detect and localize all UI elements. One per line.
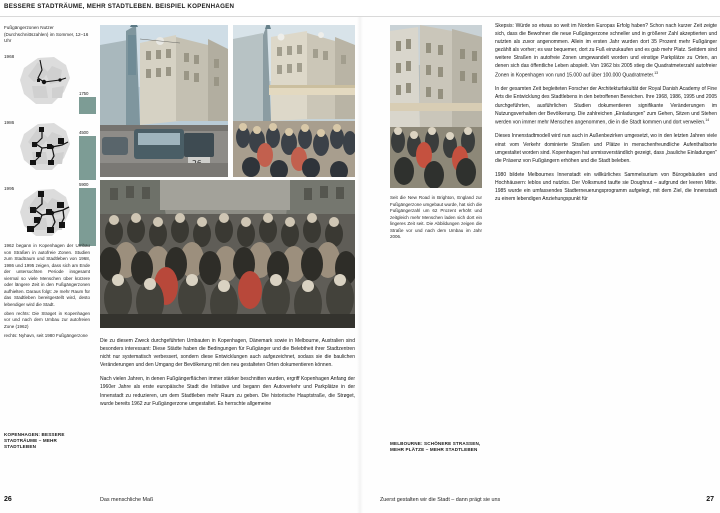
left-running-title: Das menschliche Maß — [100, 497, 154, 503]
body-text: Skepsis: Würde so etwas so weit im Norden Europas Erfolg haben? Schon nach kurzer Zeit zeigte sich, dass die Bewohner die neue Fußgängerzone schneller und in größerer Zahl akzeptierten und nutzten als zuvor angenommen. Allein im ersten Jahr wurden dort 35 Prozent mehr Fußgänger gezählt als vorher; es war bequemer, dort zu Fuß einzukaufen und es gab mehr Platz. Seitdem sind weitere Straßen in autofreie Zonen umgewandelt worden und einstige Parkplätze zu Orten, an denen sich das öffentliche Leben abspielt. Von 1962 bis 2005 stieg die Quadratmeterzahl autofreier Zonen in Kopenhagen von rund 15.000 auf über 100.000 Quadratmeter. — [495, 23, 717, 79]
right-page-section-label: MELBOURNE: SCHÖNERE STRASSEN, MEHR PLÄTZE – MEHR STADTLEBEN — [390, 441, 481, 453]
body-text: In der gesamten Zeit begleiteten Forscher der Architekturfakultät der Royal Danish Academy of Fine Arts die Entwicklung des Stadtlebens in den betroffenen Bereichen. Ihre 1968, 1986, 1995 und 2005 durchgeführten, ausführlichen Studien dokumentieren signifikante Veränderungen im Nutzungsverhalten der Bevölkerung. Die zahlreichen „Einladungen" zum Gehen, Sitzen und Stehen werden von immer mehr Menschen angenommen, die in die Stadt kommen und dort verweilen. — [495, 86, 717, 126]
city-map-1986-icon — [18, 118, 74, 176]
chart-year-label: 1986 — [4, 119, 15, 125]
right-page — [360, 17, 720, 513]
photo-content — [233, 25, 355, 177]
chart-value-label: 1750 — [79, 90, 89, 96]
pedestrian-crowd-photo — [100, 180, 355, 328]
footnote-ref: 13 — [654, 70, 659, 75]
body-paragraph: Die zu diesem Zweck durchgeführten Umbauten in Kopenhagen, Dänemark sowie in Melbourne, Australien sind besonders interessant: Diese Städte haben die Bedingungen für Fußgänger und die Belebtheit ihrer Stadtzentren nicht nur systematisch verbessert, sondern diese Entwicklungen auch aufgezeichnet, sodass sie die baulichen Veränderungen und den Umgang der Bevölkerung mit den neu gestalteten Orten dokumentieren können. — [100, 338, 355, 369]
left-page-body — [100, 337, 355, 408]
body-paragraph — [495, 85, 717, 126]
right-page-number: 27 — [706, 496, 714, 503]
right-page-caption: Seit die New Road in Brighton, England zur Fußgängerzone umgebaut wurde, hat sich die Fußgängerzahl um 62 Prozent erhöht und zeitgleich mehr Menschen laden sich dort ein lingeres Zeit seit. Die Abbildungen zeigen die Straße vor und nach dem Umbau im Jahr 2006. — [390, 195, 482, 240]
footnote-ref: 14 — [705, 117, 710, 122]
body-paragraph: Nach vielen Jahren, in denen Fußgängerflächen immer stärker beschnitten wurden, ergriff Kopenhagen Anfang der 1960er Jahre als erste europäische Stadt die Initiative und begann den Autoverkehr und Parkplätze in der Innenstadt zu reduzieren, um dem Stadtleben mehr Raum zu geben. Die historische Hauptstraße, die Strøget, wurde bereits 1962 zur Fußgängerzone umgestaltet. Es herrschte allgemeine — [100, 376, 355, 407]
chart-row-1986 — [4, 118, 96, 180]
body-paragraph — [495, 22, 717, 79]
left-page-number: 26 — [4, 496, 12, 503]
left-page — [0, 17, 360, 513]
chart-row-1968 — [4, 52, 96, 114]
pedestrian-chart — [4, 25, 96, 250]
chart-row-1995 — [4, 181, 96, 246]
right-running-title: Zuerst gestalten wir die Stadt – dann prägt sie uns — [380, 497, 501, 503]
chart-year-label: 1995 — [4, 185, 15, 191]
body-paragraph: 1980 bildete Melbournes Innenstadt ein willkürliches Sammelsurium von Bürogebäuden und Hochhäusern: leblos und nutzlos. Der Volksmund taufte sie Doughnut – aufgrund der leeren Mitte. 1985 wurde ein umfassendes Stadterneuerungsprogramm aufgelegt, mit dem Ziel, die Innenstadt zu einem lebendigen Anziehungspunkt für — [495, 171, 717, 203]
stroget-before-photo — [100, 25, 228, 177]
bar-fill — [79, 188, 96, 246]
photo-content — [100, 25, 228, 177]
caption-paragraph: 1962 begann in Kopenhagen der Umbau von Straßen in autofreie Zonen. Studien zum Stadtraum und Stadtleben von 1968, 1986 und 1995 zeigen, dass sich am Ende der untersuchten Periode insgesamt viermal so viele Menschen über kürzere oder längere Zeit in den Fußgängerzonen aufhielten. Daraus folgt: Je mehr Raum für das Stadtleben bereitgestellt wird, desto lebendiger wird die Stadt. — [4, 243, 90, 307]
chart-bar-1968 — [79, 91, 96, 114]
caption-credit-top: oben rechts: Die Strøget in Kopenhagen vor und nach dem Umbau zur autofreien Zone (1962) — [4, 310, 90, 329]
chart-bar-1995 — [79, 182, 96, 246]
bar-fill — [79, 97, 96, 114]
body-paragraph: Dieses Innenstadtmodell wird nun auch in Außenbezirken umgesetzt, wo in den letzten Jahren viele einst vom Verkehr dominierte Straßen und Plätze in menschenfreundliche Aufenthaltsorte umgestaltet worden sind. Kopenhagen hat unmissverständlich gezeigt, dass „bauliche Einladungen" die Präsenz von Fußgängern erhöhen und die Stadt beleben. — [495, 133, 717, 164]
chart-value-label: 4500 — [79, 129, 89, 135]
left-page-caption — [4, 243, 90, 342]
caption-credit-right: rechts: Nyhavn, seit 1980 Fußgängerzone — [4, 332, 88, 338]
page-title: BESSERE STADTRÄUME, MEHR STADTLEBEN. BEISPIEL KOPENHAGEN — [4, 3, 235, 10]
stroget-after-photo — [233, 25, 355, 177]
city-map-1995-icon — [18, 184, 74, 242]
chart-title: Fußgängerzonen Nutzer (Durchschnittszahlen) im Sommer, 12–16 Uhr — [4, 25, 89, 44]
photo-content — [100, 180, 355, 328]
header-band — [0, 0, 720, 17]
brighton-new-road-photo — [390, 25, 482, 188]
chart-year-label: 1968 — [4, 53, 15, 59]
chart-bar-1986 — [79, 130, 96, 180]
chart-value-label: 5900 — [79, 181, 89, 187]
right-page-body — [495, 22, 717, 203]
left-page-section-label: KOPENHAGEN: BESSERE STADTRÄUME – MEHR STADTLEBEN — [4, 432, 65, 450]
bar-fill — [79, 136, 96, 180]
photo-content — [390, 25, 482, 188]
city-map-1968-icon — [18, 52, 74, 110]
